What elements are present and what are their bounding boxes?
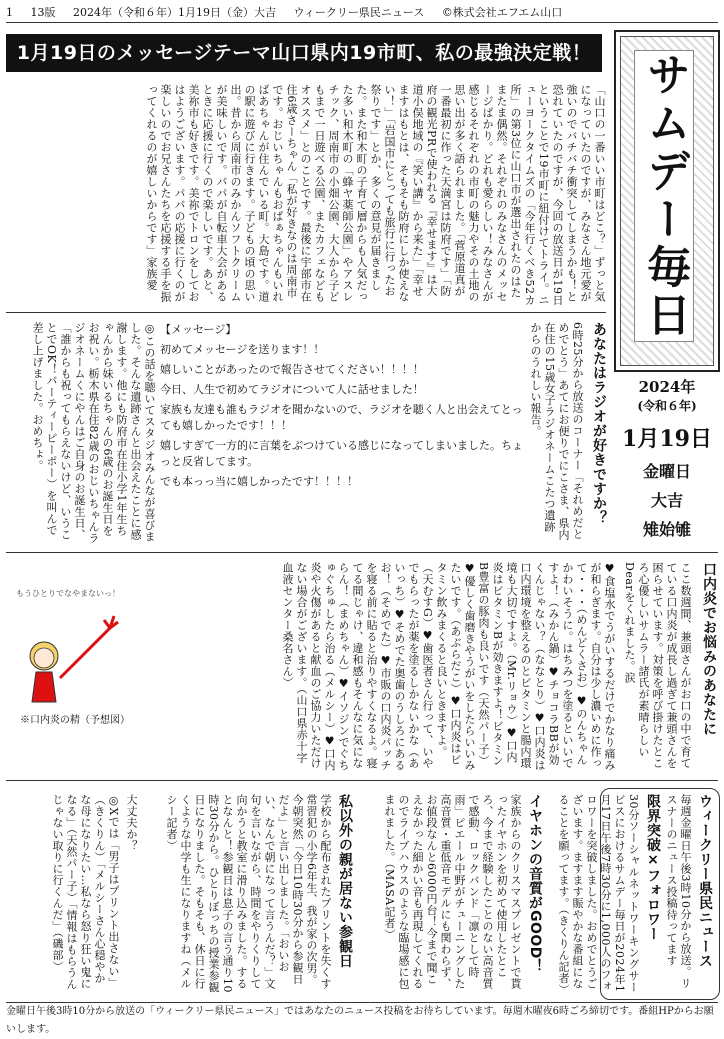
news-item3-text: 学校から配布されたプリントを失くす常習犯の小学6年生、我が家の次男。今朝突然「今日10時30分から参観日だよ」と言い出しました。「おいおい、なんで朝になって言うんだ？」文句を言いながら、時間をやりくりして向かうと教室に滑り込みました。するとなんと！参観日は息子の言う通り10時30分から。ひとりぼっちの授業参観日になりました。そもそも、休日に行くような中学も生になりますね（メルシー記者） [165, 794, 332, 993]
news-item1-title: 限界突破×フォロワー [645, 794, 661, 941]
message-box [160, 322, 530, 548]
top-info-bar [6, 4, 718, 23]
message-line: 今日、人生で初めてラジオについて人に話せました！ [160, 383, 424, 396]
message-line: でも本っっ当に嬉しかったです！！！！ [160, 475, 358, 488]
stomatitis-tips: ♥食塩水でうがいするだけでかなり痛みが和らぎます。自分は少し濃いめに作って・・・（めんどくさお）♥のんちゃんかわいそうに。はちみつを塗るといいですよ！（みかん鍋）♥チョコラBBが効くんじゃない？（ななとり）♥口内炎は口内環境を整えるのとビタミンと腸内環境も大切ですよ。（Mr.リョウ）♥口内炎はビタミンBが効きますよ！ビタミンB豊富の豚肉も良いです（天然パー子）♥優しく歯磨きやうがいをしたらいいみたいです。（あぶらだこ）♥口内炎はビタミン飲みまくると良いときますよ。（天むすG）♥歯医者さん行って、いやでもらったが薬を塗るしかないかな（あいっち）♥そめでた奥歯のうしろにあるお！（そめでた）♥市販の口内炎パッチを寝る前に貼ると治りやすくなるよ。寝てる間じゃけ、違和感もそんなに気にならん！（まめちゃん）♥イソジンでぐちゅぐちゅしたら治る（メルシー）♥口内炎や火傷があると献血のご協力いただけない場合がございます。（山口県赤十字血液センター桑名さん） [281, 562, 616, 771]
radio-box-text: 6時25分から放送のコーナー「それめだとめでとう」あてにお便りでにこさま、県内在住の15歳女子ラジオネームこたつ遺跡からのうれしい報告。 [529, 322, 584, 541]
month-day: 1月19日 [622, 426, 712, 452]
headline-banner: 1月19日のメッセージテーマ山口県内19市町、私の最強決定戦！ [6, 34, 602, 72]
lead-article: 「山口の一番いい市町はどこ？」ずっと気になっていたのですが、みなさん地元愛が強いのでバチバチ衝突してしまうかも！と恐れていたのですが、今回の放送日が19日ということで19市町に紐付けてトライ。ニューヨークタイムズの「今年行くべき52カ所」の第3位に山口市が選出されたのはたまたま偶然。それぞれのみなさんのメッセージばかり。どれも愛らしい！みなさんが感じるそれぞれの市町の魅力やその土地の思い出が多く語られました。「菅原道真が一番最初に作った天満宮は防府です」「防府の観光PRで使われる『幸せます』は大道小俣地域の『笑い講』から来た」「幸せますはもとは、そもそも防府にしか使えない！」「岩国市にとっても旅行に行ったお祭りです」とか、多くの意見が届きました。また和木町の子育て層からも人気だった多い和木町の「蜂ヤ薬師公園」やアスレチック、周南市の小畑公園、大人から子どもまで一日遊べる公園、またカフェなどもオススメ」とのことです。最後に宇部市在住6歳さーちゃん「私が好きなのは周南市です。おじいちゃんもおばぁちゃんもいればあちゃんが住んでいる町。大島です。道の駅に遊びに行きます。子どもの頃の思い出。昔から周南市のみかんソフトクリームが美味しいです。パパが自転車大会があるときに応援に行くので楽しいです。あと、美祢市も好きです。美祢でトロンをしておはようございます。パパの応援に行くのが楽しいのでお兄さんたちを応援する手を振ってくれるのが嬉しいからです」家族愛 [145, 84, 606, 306]
masthead-title: サムデー毎日 [634, 50, 694, 342]
message-line: 嬉しすぎて一方的に言葉をぶつけている感じになってしまいました。ちょっと反省してます。 [160, 439, 523, 468]
mascot-caption: ※口内炎の精（予想図） [20, 715, 130, 726]
divider [6, 780, 718, 781]
weekly-news-schedule: 毎週金曜日午後3時10分から放送。リスナーのニュース投稿待ってます [665, 794, 692, 989]
luck: 大吉 [650, 491, 683, 510]
message-line: 初めてメッセージを送ります！！ [160, 343, 325, 356]
message-line: 家族も友達も誰もラジオを聞かないので、ラジオを聴く人と出会えてとっても嬉しかったです！！！ [160, 403, 523, 432]
stomatitis-intro: ここ数週間、兼頭さんがお口の中で育てている口内炎が成長し過ぎて兼頭さんを困らせています。対策を呼び掛けたところ心優しいサムラー諸氏が素晴らしいDearをくれました。涙 [623, 562, 692, 769]
issue-date: 2024年（令和６年）1月19日（金）大吉 [73, 6, 276, 19]
stomatitis-title: 口内炎でお悩みのあなたに [701, 562, 717, 736]
news-item3-title: 私以外の親が居ない参観日 [337, 794, 353, 968]
news-item4-text: ◎Xでは「男子はプリント出さない」（きくりん）「メルシーさん心穏やかな母になりたい…私なら怒り狂い鬼になる」（天然パー子）「情報はもらうんじゃない取りに行くんだ」（磯部） [51, 794, 120, 990]
era-label: (令和６年) [637, 399, 697, 413]
masthead [614, 30, 720, 372]
weekday: 金曜日 [642, 462, 691, 481]
publisher: ©株式会社エフエム山口 [441, 6, 563, 19]
news-item1-text: 30分ソーシャルネットワーキングサービスにおけるサムデー毎日が2024年1月17日午後7時30分に1,000人のフォロワーを突破しました。おめでとうございます。ますます賑やかな番組になることを願ってます。（きくりん記者） [557, 794, 640, 996]
divider [6, 552, 718, 553]
paper-name: ウィークリー県民ニュース [293, 6, 425, 19]
date-block [618, 376, 716, 539]
mascot-speech: もうひとりでなやまないっ！ [16, 589, 120, 598]
mascot-illustration [10, 568, 140, 718]
divider [6, 312, 606, 313]
news-item0-text: 大丈夫か？ [125, 794, 138, 852]
news-item2-text: 家族からのクリスマスプレゼントで貰ったイヤホンを初めて使用したところ、今まで経験したことのない高音質で感動、ロックバンド「凛として時雨」ピエール中野がチューニングした高音質・重低音モデルにも関わらず、お値段なんと6000円台！今まで聞こえなかった細かい音も再現してくれるのでライブハウスのような臨場感に包まれました。（MASA記者） [383, 794, 522, 990]
edition: 13版 [30, 6, 56, 19]
news-item2-title: イヤホンの音質がGOOD！ [527, 794, 543, 974]
seasonal-kou: 雉始雊 [642, 520, 691, 539]
year-label: 2024年 [638, 378, 696, 396]
radio-reply: ◎この話を聴いてスタジオみんなが喜びました。そんな遺跡さんと出会えたことに感謝します。他にも防府市在住小学1年生ちゃんから妹いるちゃんの6歳のお誕生日をお祝い。栃木県在住82歳のおじいちゃんラジオネームくにやんはご自身のお誕生日、「誰からも祝ってもらえないけど、いうことでOK！パーティーピーポー）を叫んで差し上げました。おめちょ。 [31, 322, 156, 544]
radio-box-title: あなたはラジオが好きですか？ [591, 322, 607, 525]
weekly-news-title: ウィークリー県民ニュース [697, 794, 713, 968]
message-line: 嬉しいことがあったので報告させてください！！！！ [160, 363, 424, 376]
page-number: 1 [6, 6, 13, 19]
message-label: 【メッセージ】 [160, 323, 237, 336]
footer-note: 金曜日午後3時10分から放送の「ウィークリー県民ニュース」ではあなたのニュース投稿をお待ちしています。毎週木曜夜6時ごろ締切です。番組HPからお願いします。 [6, 1002, 718, 1021]
